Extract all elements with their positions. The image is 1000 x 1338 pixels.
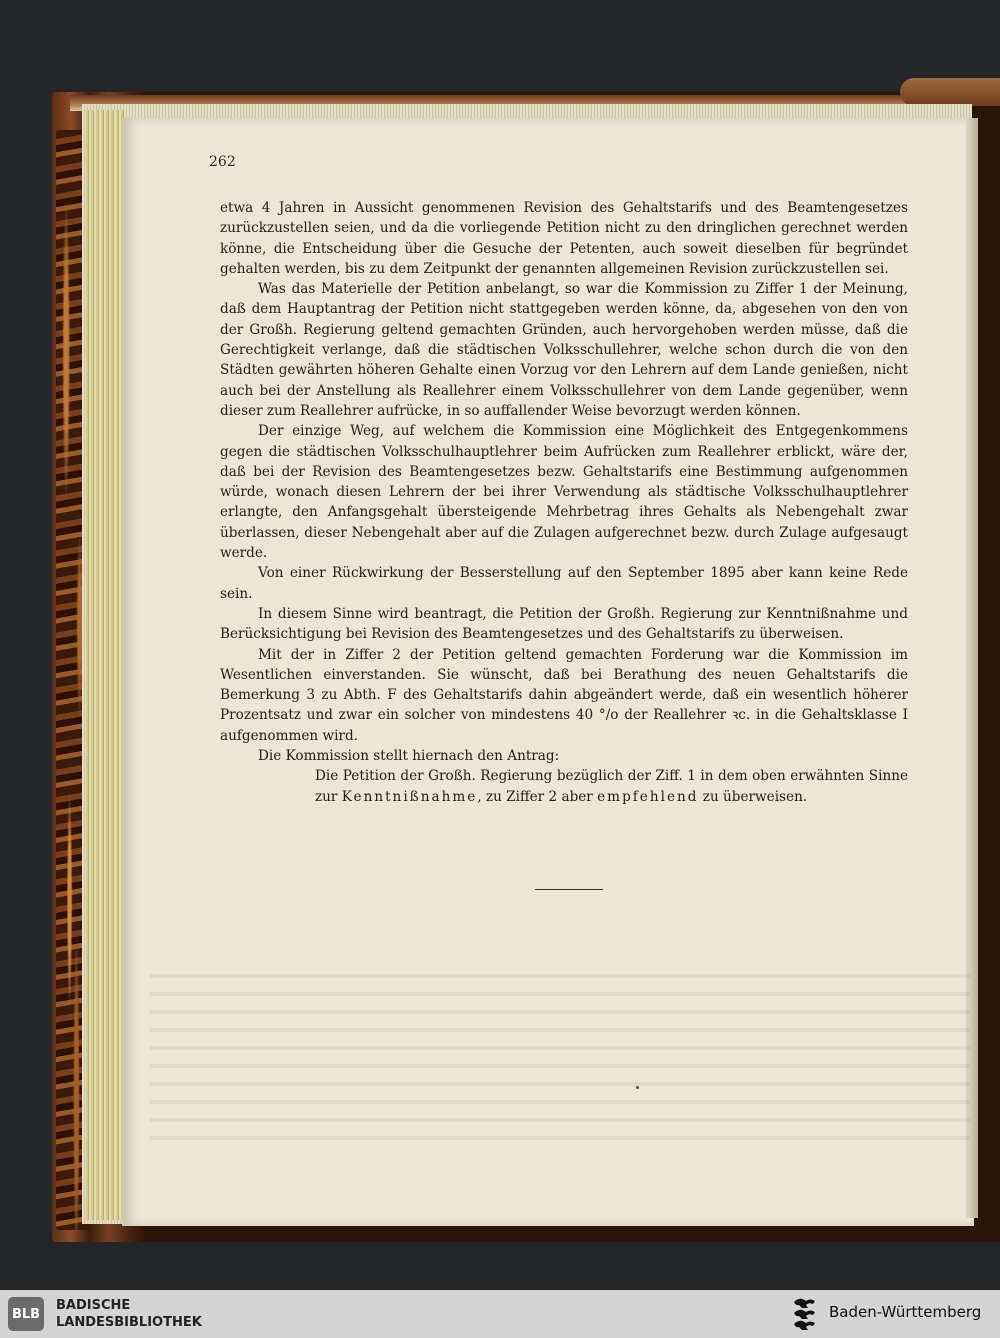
bleed-through-text [150, 960, 970, 1150]
motion-middle: , zu Ziffer 2 aber [477, 788, 598, 805]
state-name[interactable]: Baden-Württemberg [829, 1303, 982, 1321]
motion-before: Die Petition der Großh. Regierung bezüglich der Ziff. 1 in dem oben erwähnten Sinne zur [315, 768, 908, 805]
paragraph: Von einer Rückwirkung der Besserstellung auf den September 1895 aber kann keine Rede sein. [220, 565, 908, 602]
blb-logo-icon[interactable]: BLB [8, 1297, 44, 1331]
motion-emphasis-1: Kenntnißnahme [341, 788, 478, 805]
paragraph: etwa 4 Jahren in Aussicht genommenen Revision des Gehaltstarifs und des Beamtengesetzes zurückzustellen seien, und da die vorliegende Petition nicht zu den dringlichen gerechnet werden könne, die Entscheidung über die Gesuche der Petenten, auch soweit dieselben für begründet gehalten werden, bis zu dem Zeitpunkt der genannten allgemeinen Revision zurückzustellen sei. [220, 200, 908, 277]
body-text [220, 198, 908, 807]
motion-after: zu überweisen. [698, 788, 808, 805]
motion-text [220, 766, 908, 807]
page-number: 262 [209, 154, 236, 170]
print-speck [636, 1086, 639, 1089]
section-separator [535, 889, 603, 890]
motion-emphasis-2: empfehlend [597, 788, 699, 805]
gilt-page-edges [86, 110, 126, 1220]
baden-wuerttemberg-lions-icon[interactable] [790, 1296, 820, 1332]
paragraph: In diesem Sinne wird beantragt, die Petition der Großh. Regierung zur Kenntnißnahme und Berücksichtigung bei Revision des Beamtengesetzes und des Gehaltstarifs zu überweisen. [220, 605, 908, 643]
paragraph: Die Kommission stellt hiernach den Antrag: [258, 748, 560, 765]
paragraph: Was das Materielle der Petition anbelangt, so war die Kommission zu Ziffer 1 der Meinung, daß dem Hauptantrag der Petition nicht stattgegeben werden könne, da, abgesehen von den von der Großh. Regierung geltend gemachten Gründen, auch hervorgehoben werden müsse, daß die Gerechtigkeit verlange, daß die städtischen Volksschullehrer, welche schon durch die von den Städten gewährten höheren Gehalte einen Vorzug vor den Lehrern auf dem Lande genießen, nicht auch bei der Anstellung als Reallehrer einem Volksschullehrer von dem Lande gegenüber, wenn dieser zum Reallehrer aufrücke, in so auffallender Weise bevorzugt werden können. [220, 281, 908, 419]
library-name-line2: LANDESBIBLIOTHEK [56, 1315, 202, 1330]
library-name[interactable] [56, 1297, 202, 1331]
book-headband [900, 78, 1000, 106]
paragraph: Der einzige Weg, auf welchem die Kommission eine Möglichkeit des Entgegenkommens gegen die städtischen Volksschulhauptlehrer beim Aufrücken zum Reallehrer erblickt, wäre der, daß bei der Revision des Beamtengesetzes bezw. Gehaltstarifs eine Bestimmung aufgenommen würde, wonach diesen Lehrern der bei ihrer Verwendung als städtische Volksschulhauptlehrer erlangte, den Anfangsgehalt übersteigende Mehrbetrag ihres Gehalts als Nebengehalt zwar überlassen, dieser Nebengehalt aber auf die Zulagen aufgerechnet bezw. durch Zulage aufgesaugt werde. [220, 423, 908, 562]
library-name-line1: BADISCHE [56, 1298, 131, 1313]
paragraph: Mit der in Ziffer 2 der Petition geltend gemachten Forderung war die Kommission im Wesentlichen einverstanden. Sie wünscht, daß bei Berathung des neuen Gehaltstarifs die Bemerkung 3 zu Abth. F des Gehaltstarifs dahin abgeändert werde, daß ein wesentlich höherer Prozentsatz und zwar ein solcher von mindestens 40 °/o der Reallehrer ꝛc. in die Gehaltsklasse I aufgenommen wird. [220, 646, 908, 744]
